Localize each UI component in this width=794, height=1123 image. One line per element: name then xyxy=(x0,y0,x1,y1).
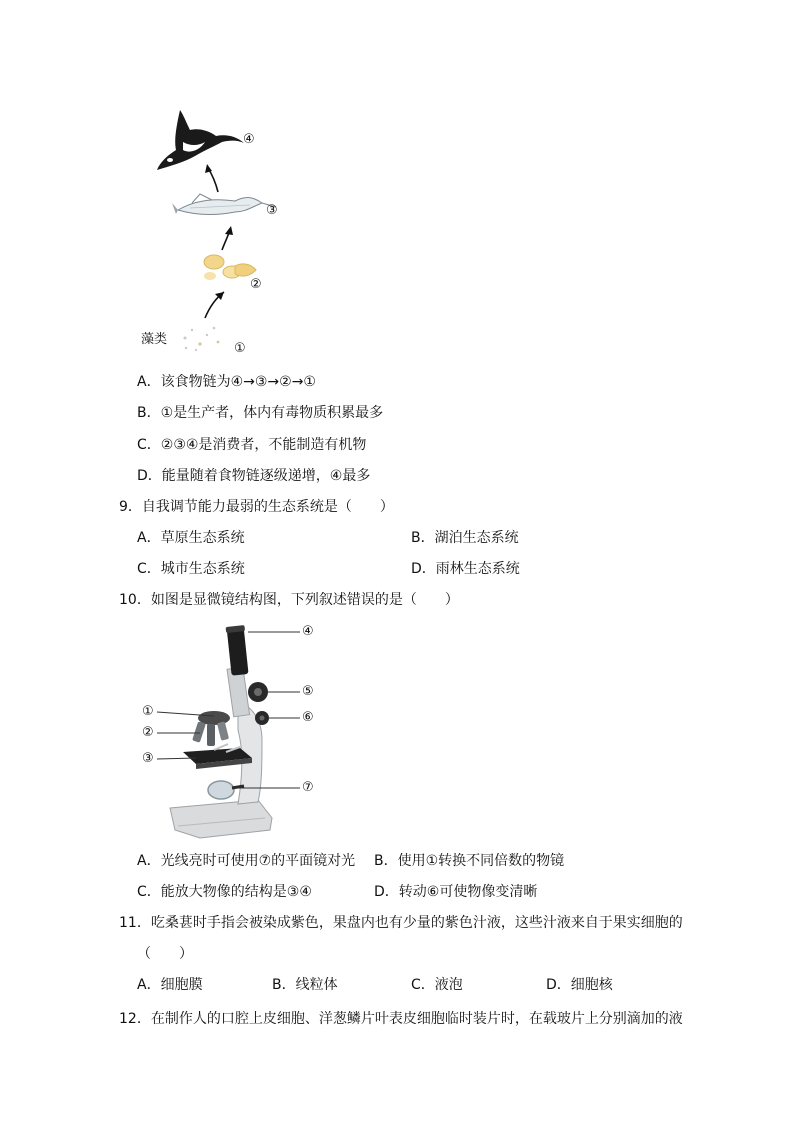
q11-option-b: B．线粒体 xyxy=(272,977,338,993)
q11-stem: 11．吃桑葚时手指会被染成紫色，果盘内也有少量的紫色汁液，这些汁液来自于果实细胞的 xyxy=(119,915,683,931)
microscope-label-6: ⑥ xyxy=(302,710,314,725)
microscope-label-4: ④ xyxy=(302,624,314,639)
q9-option-a: A．草原生态系统 xyxy=(137,530,245,546)
q9-option-c: C．城市生态系统 xyxy=(137,561,245,577)
q8-option-d: D．能量随着食物链逐级递增，④最多 xyxy=(137,468,371,484)
microscope-label-5: ⑤ xyxy=(302,684,314,699)
q10-option-b: B．使用①转换不同倍数的物镜 xyxy=(374,853,565,869)
q8-option-c: C．②③④是消费者，不能制造有机物 xyxy=(137,437,367,453)
q12-stem: 12．在制作人的口腔上皮细胞、洋葱鳞片叶表皮细胞临时装片时，在载玻片上分别滴加的液 xyxy=(119,1011,683,1027)
q11-answer-paren: （ ） xyxy=(137,946,193,962)
food-chain-label-4: ④ xyxy=(243,132,255,147)
microscope-label-3: ③ xyxy=(142,751,154,766)
q9-option-d: D．雨林生态系统 xyxy=(411,561,520,577)
q10-option-c: C．能放大物像的结构是③④ xyxy=(137,884,312,900)
q11-option-c: C．液泡 xyxy=(411,977,463,993)
q11-option-d: D．细胞核 xyxy=(546,977,613,993)
microscope-label-1: ① xyxy=(142,704,154,719)
q9-option-b: B．湖泊生态系统 xyxy=(411,530,519,546)
food-chain-label-2: ② xyxy=(250,277,262,292)
microscope-label-7: ⑦ xyxy=(302,780,314,795)
food-chain-label-algae: 藻类 xyxy=(141,332,168,347)
q8-option-b: B．①是生产者，体内有毒物质积累最多 xyxy=(137,405,384,421)
food-chain-label-3: ③ xyxy=(266,203,278,218)
q10-stem: 10．如图是显微镜结构图，下列叙述错误的是（ ） xyxy=(119,592,459,608)
microscope-label-2: ② xyxy=(142,725,154,740)
q10-option-d: D．转动⑥可使物像变清晰 xyxy=(374,884,538,900)
q10-option-a: A．光线亮时可使用⑦的平面镜对光 xyxy=(137,853,356,869)
q9-stem: 9．自我调节能力最弱的生态系统是（ ） xyxy=(119,499,394,515)
q8-option-a: A．该食物链为④→③→②→① xyxy=(137,374,316,390)
food-chain-label-1: ① xyxy=(234,341,246,356)
q11-option-a: A．细胞膜 xyxy=(137,977,203,993)
